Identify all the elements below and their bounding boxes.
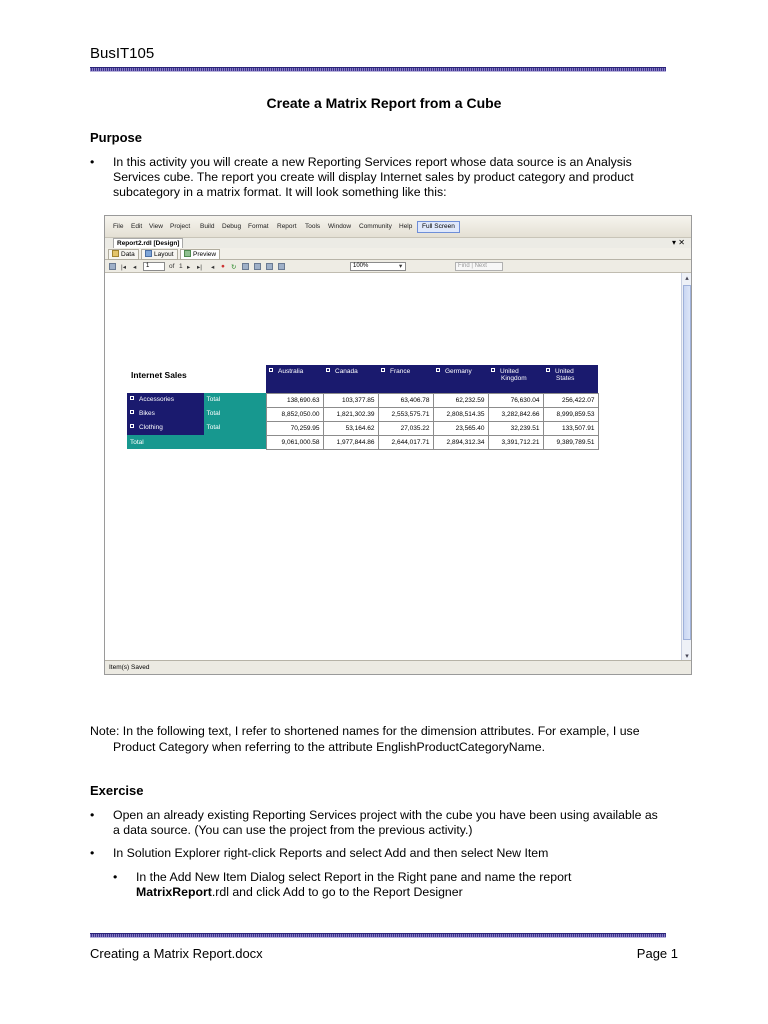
report-designer-screenshot <box>104 215 692 675</box>
total-label: Total <box>127 435 266 449</box>
data-icon <box>112 250 119 257</box>
matrix-cell: 3,391,712.21 <box>488 435 543 449</box>
menu-bar <box>105 216 691 238</box>
matrix-cell: 63,406.78 <box>378 393 433 407</box>
tab-data[interactable]: Data <box>108 249 139 260</box>
footer-filename: Creating a Matrix Report.docx <box>90 946 263 961</box>
menu-project[interactable]: Project <box>170 223 191 230</box>
stop-icon[interactable]: ● <box>221 263 225 270</box>
row-subtotal-label: Total <box>204 421 266 435</box>
matrix-cell: 9,061,000.58 <box>266 435 323 449</box>
menu-report[interactable]: Report <box>277 223 297 230</box>
document-tab-bar <box>105 238 691 248</box>
back-icon[interactable]: ◂ <box>211 264 215 271</box>
tab-preview[interactable]: Preview <box>180 249 220 260</box>
note-paragraph <box>90 724 680 755</box>
note-line: Note: In the following text, I refer to shortened names for the dimension attributes. For example, I use <box>90 724 640 738</box>
matrix-cell: 3,282,842.66 <box>488 407 543 421</box>
exercise-line: In Solution Explorer right-click Reports and select Add and then select New Item <box>113 846 549 860</box>
menu-help[interactable]: Help <box>399 223 413 230</box>
matrix-cell: 2,808,514.35 <box>433 407 488 421</box>
bullet-dot: • <box>113 870 118 884</box>
vertical-scrollbar[interactable] <box>681 273 691 661</box>
matrix-cell: 256,422.07 <box>543 393 598 407</box>
matrix-cell: 62,232.59 <box>433 393 488 407</box>
menu-community[interactable]: Community <box>359 223 392 230</box>
footer-rule <box>90 933 666 938</box>
total-row <box>127 435 598 449</box>
of-label: of <box>169 263 175 270</box>
matrix-cell: 23,565.40 <box>433 421 488 435</box>
column-header[interactable]: Germany <box>433 365 488 393</box>
preview-icon <box>184 250 191 257</box>
zoom-select[interactable]: 100% <box>350 262 406 271</box>
bullet-dot: • <box>90 846 95 860</box>
page-setup-icon[interactable] <box>266 263 273 270</box>
full-screen-button[interactable]: Full Screen <box>417 221 460 233</box>
scroll-up-icon[interactable]: ▴ <box>685 275 689 282</box>
page-total: 1 <box>179 263 183 270</box>
column-header[interactable]: United Kingdom <box>488 365 543 393</box>
purpose-line: subcategory in a matrix format. It will look something like this: <box>113 185 447 199</box>
matrix-cell: 133,507.91 <box>543 421 598 435</box>
column-header[interactable]: France <box>378 365 433 393</box>
matrix-cell: 2,644,017.71 <box>378 435 433 449</box>
matrix-cell: 138,690.63 <box>266 393 323 407</box>
next-page-icon[interactable]: ▸ <box>187 264 191 271</box>
window-controls[interactable]: ▾ ✕ <box>672 238 685 247</box>
matrix-cell: 2,894,312.34 <box>433 435 488 449</box>
purpose-heading: Purpose <box>90 130 143 145</box>
row-subtotal-label: Total <box>204 393 266 407</box>
column-header[interactable]: United States <box>543 365 598 393</box>
preview-toolbar <box>105 260 691 273</box>
row-header[interactable]: Accessories <box>127 393 204 407</box>
row-subtotal-label: Total <box>204 407 266 421</box>
menu-file[interactable]: File <box>113 223 124 230</box>
exercise-heading: Exercise <box>90 783 144 798</box>
table-row <box>127 421 598 435</box>
matrix-cell: 27,035.22 <box>378 421 433 435</box>
purpose-line: In this activity you will create a new Reporting Services report whose data source is an Analysis <box>113 155 632 169</box>
status-bar: Item(s) Saved <box>105 660 691 674</box>
find-input[interactable]: Find | Next <box>455 262 503 271</box>
exercise-line: MatrixReport.rdl and click Add to go to the Report Designer <box>136 885 463 899</box>
parameters-icon[interactable] <box>109 263 116 270</box>
print-layout-icon[interactable] <box>254 263 261 270</box>
matrix-cell: 8,852,050.00 <box>266 407 323 421</box>
menu-window[interactable]: Window <box>328 223 352 230</box>
matrix-cell: 8,999,859.53 <box>543 407 598 421</box>
bullet-dot: • <box>90 808 95 822</box>
exercise-line: a data source. (You can use the project from the previous activity.) <box>113 823 473 837</box>
print-icon[interactable] <box>242 263 249 270</box>
matrix-cell: 76,630.04 <box>488 393 543 407</box>
menu-edit[interactable]: Edit <box>131 223 143 230</box>
report-preview-area <box>105 273 683 661</box>
prev-page-icon[interactable]: ◂ <box>133 264 137 271</box>
scroll-down-icon[interactable]: ▾ <box>685 653 689 660</box>
page-number-input[interactable]: 1 <box>143 262 165 271</box>
scrollbar-thumb[interactable] <box>683 285 691 640</box>
menu-tools[interactable]: Tools <box>305 223 321 230</box>
exercise-line: In the Add New Item Dialog select Report in the Right pane and name the report <box>136 870 572 884</box>
header-rule <box>90 67 666 72</box>
export-icon[interactable] <box>278 263 285 270</box>
column-header[interactable]: Canada <box>323 365 378 393</box>
matrix-cell: 103,377.85 <box>323 393 378 407</box>
chevron-down-icon[interactable]: ▾ <box>399 263 403 270</box>
matrix-table <box>127 365 599 450</box>
table-row <box>127 393 598 407</box>
bullet-dot: • <box>90 155 95 169</box>
document-tab[interactable]: Report2.rdl [Design] <box>113 238 183 248</box>
matrix-cell: 53,164.62 <box>323 421 378 435</box>
tab-layout[interactable]: Layout <box>141 249 178 260</box>
matrix-title: Internet Sales <box>131 370 187 380</box>
layout-icon <box>145 250 152 257</box>
menu-view[interactable]: View <box>149 223 163 230</box>
first-page-icon[interactable]: |◂ <box>121 264 126 271</box>
row-header[interactable]: Bikes <box>127 407 204 421</box>
matrix-cell: 2,553,575.71 <box>378 407 433 421</box>
document-title: Create a Matrix Report from a Cube <box>266 95 502 111</box>
row-header[interactable]: Clothing <box>127 421 204 435</box>
menu-build[interactable]: Build <box>200 223 215 230</box>
matrix-cell: 1,977,844.86 <box>323 435 378 449</box>
column-header[interactable]: Australia <box>266 365 323 393</box>
purpose-line: Services cube. The report you create will display Internet sales by product category and product <box>113 170 634 184</box>
exercise-line: Open an already existing Reporting Services project with the cube you have been using available as <box>113 808 658 822</box>
designer-tabs <box>105 248 691 260</box>
last-page-icon[interactable]: ▸| <box>197 264 202 271</box>
note-line: Product Category when referring to the attribute EnglishProductCategoryName. <box>113 739 545 754</box>
refresh-icon[interactable]: ↻ <box>231 264 237 271</box>
matrix-cell: 9,389,789.51 <box>543 435 598 449</box>
menu-format[interactable]: Format <box>248 223 269 230</box>
footer-page-number: Page 1 <box>636 946 678 961</box>
menu-debug[interactable]: Debug <box>222 223 242 230</box>
matrix-cell: 70,259.95 <box>266 421 323 435</box>
report-name: MatrixReport <box>136 885 212 899</box>
course-code: BusIT105 <box>90 45 155 62</box>
matrix-cell: 1,821,302.39 <box>323 407 378 421</box>
table-row <box>127 407 598 421</box>
matrix-cell: 32,239.51 <box>488 421 543 435</box>
